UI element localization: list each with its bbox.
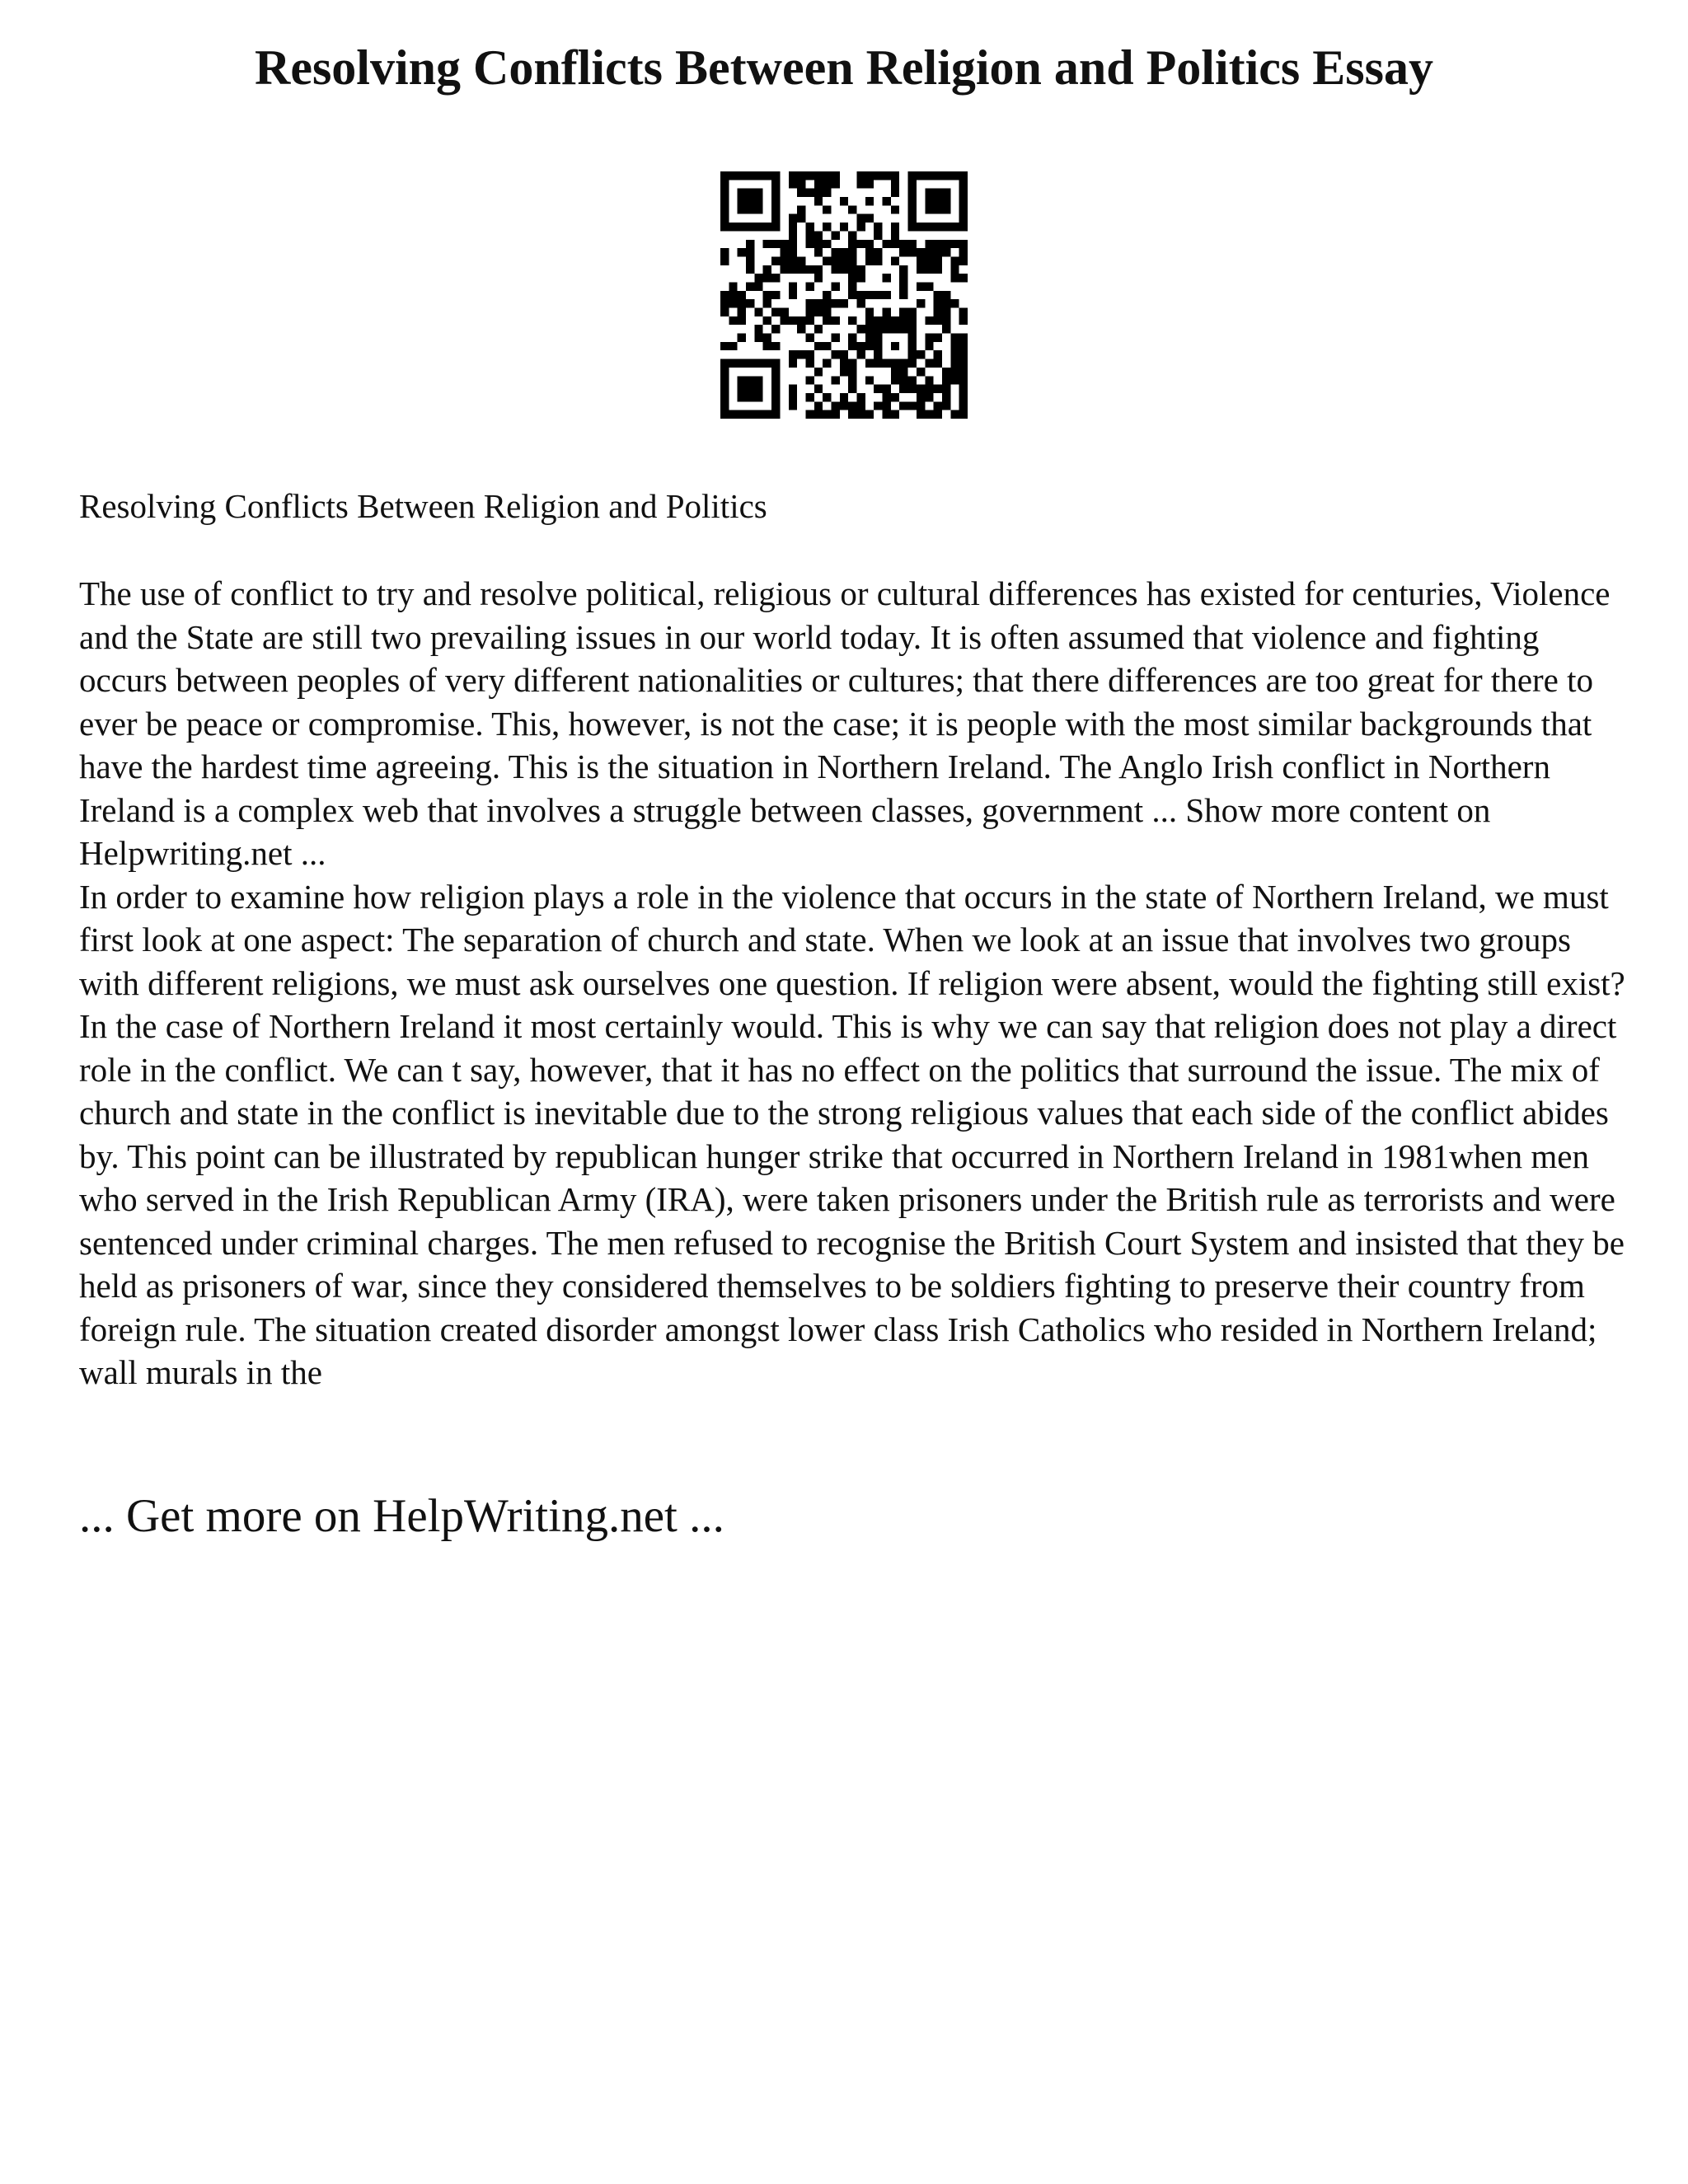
get-more-link[interactable]: ... Get more on HelpWriting.net ...: [79, 1490, 724, 1542]
essay-body: [79, 572, 1629, 1394]
essay-paragraph-1: The use of conflict to try and resolve political, religious or cultural differences has existed for centuries, Violence and the State are still two prevailing issues in our world today. It is often assumed that violence and fighting occurs between peoples of very different nationalities or cultures; that there differences are too great for there to ever be peace or compromise. This, however, is not the case; it is people with the most similar backgrounds that have the hardest time agreeing. This is the situation in Northern Ireland. The Anglo Irish conflict in Northern Ireland is a complex web that involves a struggle between classes, government ... Show more content on Helpwriting.net ...: [79, 574, 1611, 872]
document-subtitle: Resolving Conflicts Between Religion and Politics: [79, 487, 767, 525]
document-title: Resolving Conflicts Between Religion and Politics Essay: [254, 40, 1433, 95]
essay-paragraph-2: In order to examine how religion plays a role in the violence that occurs in the state of Northern Ireland, we must first look at one aspect: The separation of church and state. When we look at an issue that involves two groups with different religions, we must ask ourselves one question. If religion were absent, would the fighting still exist? In the case of Northern Ireland it most certainly would. This is why we can say that religion does not play a direct role in the conflict. We can t say, however, that it has no effect on the politics that surround the issue. The mix of church and state in the conflict is inevitable due to the strong religious values that each side of the conflict abides by. This point can be illustrated by republican hunger strike that occurred in Northern Ireland in 1981when men who served in the Irish Republican Army (IRA), were taken prisoners under the British rule as terrorists and were sentenced under criminal charges. The men refused to recognise the British Court System and insisted that they be held as prisoners of war, since they considered themselves to be soldiers fighting to preserve their country from foreign rule. The situation created disorder amongst lower class Irish Catholics who resided in Northern Ireland; wall murals in the: [79, 877, 1625, 1391]
qr-code-icon[interactable]: [720, 171, 968, 419]
